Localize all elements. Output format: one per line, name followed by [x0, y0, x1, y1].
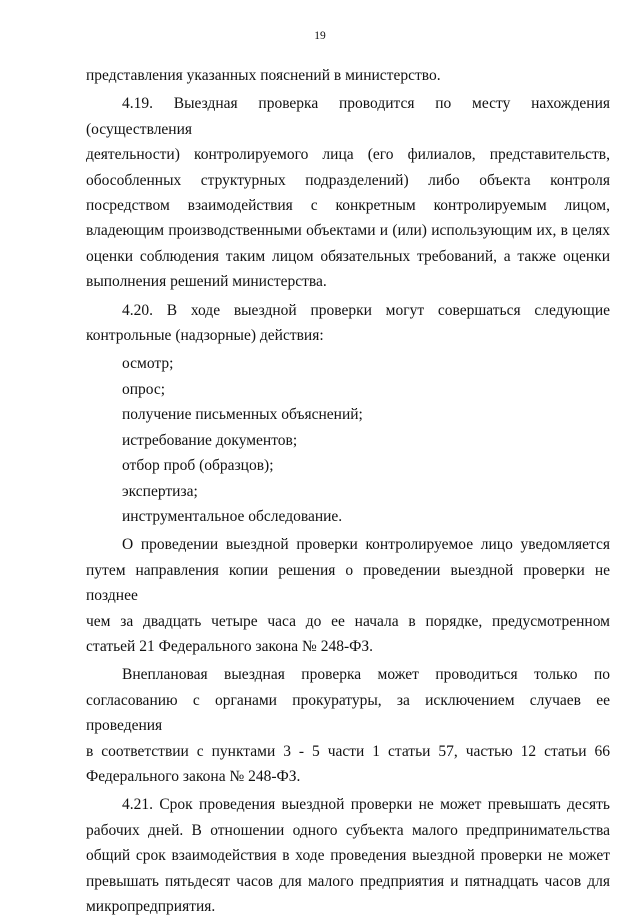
text-line: контрольные (надзорные) действия:	[86, 327, 324, 345]
list-item: инструментальное обследование.	[122, 507, 343, 525]
text-line: превышать пятьдесят часов для малого предприятия и пятнадцать часов для	[86, 872, 610, 890]
text-line: посредством взаимодействия с конкретным контролируемым лицом,	[86, 197, 610, 215]
list-item: истребование документов;	[122, 431, 298, 449]
text-line: чем за двадцать четыре часа до ее начала в порядке, предусмотренном	[86, 612, 610, 630]
text-line: владеющим производственными объектами и (или) использующим их, в целях	[86, 222, 610, 240]
text-line: представления указанных пояснений в министерство.	[86, 67, 441, 84]
list-item: отбор проб (образцов);	[122, 457, 274, 475]
paragraph-4-21-line: 4.21. Срок проведения выездной проверки не может превышать десять	[122, 796, 610, 814]
page-number: 19	[314, 30, 326, 42]
document-body	[86, 63, 610, 919]
text-line: выполнения решений министерства.	[86, 273, 327, 291]
text-line: согласованию с органами прокуратуры, за исключением случаев ее проведения	[86, 691, 610, 735]
text-line: микропредприятия.	[86, 898, 216, 915]
list-item: осмотр;	[122, 355, 174, 373]
text-line: обособленных структурных подразделений) либо объекта контроля	[86, 171, 610, 189]
text-line: путем направления копии решения о проведении выездной проверки не позднее	[86, 561, 610, 605]
text-line: оценки соблюдения таким лицом обязательных требований, а также оценки	[86, 247, 610, 265]
paragraph-4-19-line: 4.19. Выездная проверка проводится по месту нахождения (осуществления	[86, 95, 610, 138]
list-item: экспертиза;	[122, 482, 198, 500]
text-line: Внеплановая выездная проверка может проводиться только по	[122, 666, 610, 684]
text-line: рабочих дней. В отношении одного субъекта малого предпринимательства	[86, 821, 610, 839]
text-line: Федерального закона № 248-ФЗ.	[86, 767, 301, 785]
text-line: общий срок взаимодействия в ходе проведения выездной проверки не может	[86, 847, 610, 865]
paragraph-4-20-line: 4.20. В ходе выездной проверки могут совершаться следующие	[122, 301, 610, 319]
text-line: статьей 21 Федерального закона № 248-ФЗ.	[86, 637, 373, 655]
text-line: деятельности) контролируемого лица (его филиалов, представительств,	[86, 146, 610, 164]
list-item: опрос;	[122, 380, 166, 398]
list-item: получение письменных объяснений;	[122, 406, 363, 424]
text-line: О проведении выездной проверки контролируемое лицо уведомляется	[122, 536, 610, 554]
text-line: в соответствии с пунктами 3 - 5 части 1 статьи 57, частью 12 статьи 66	[86, 742, 610, 760]
